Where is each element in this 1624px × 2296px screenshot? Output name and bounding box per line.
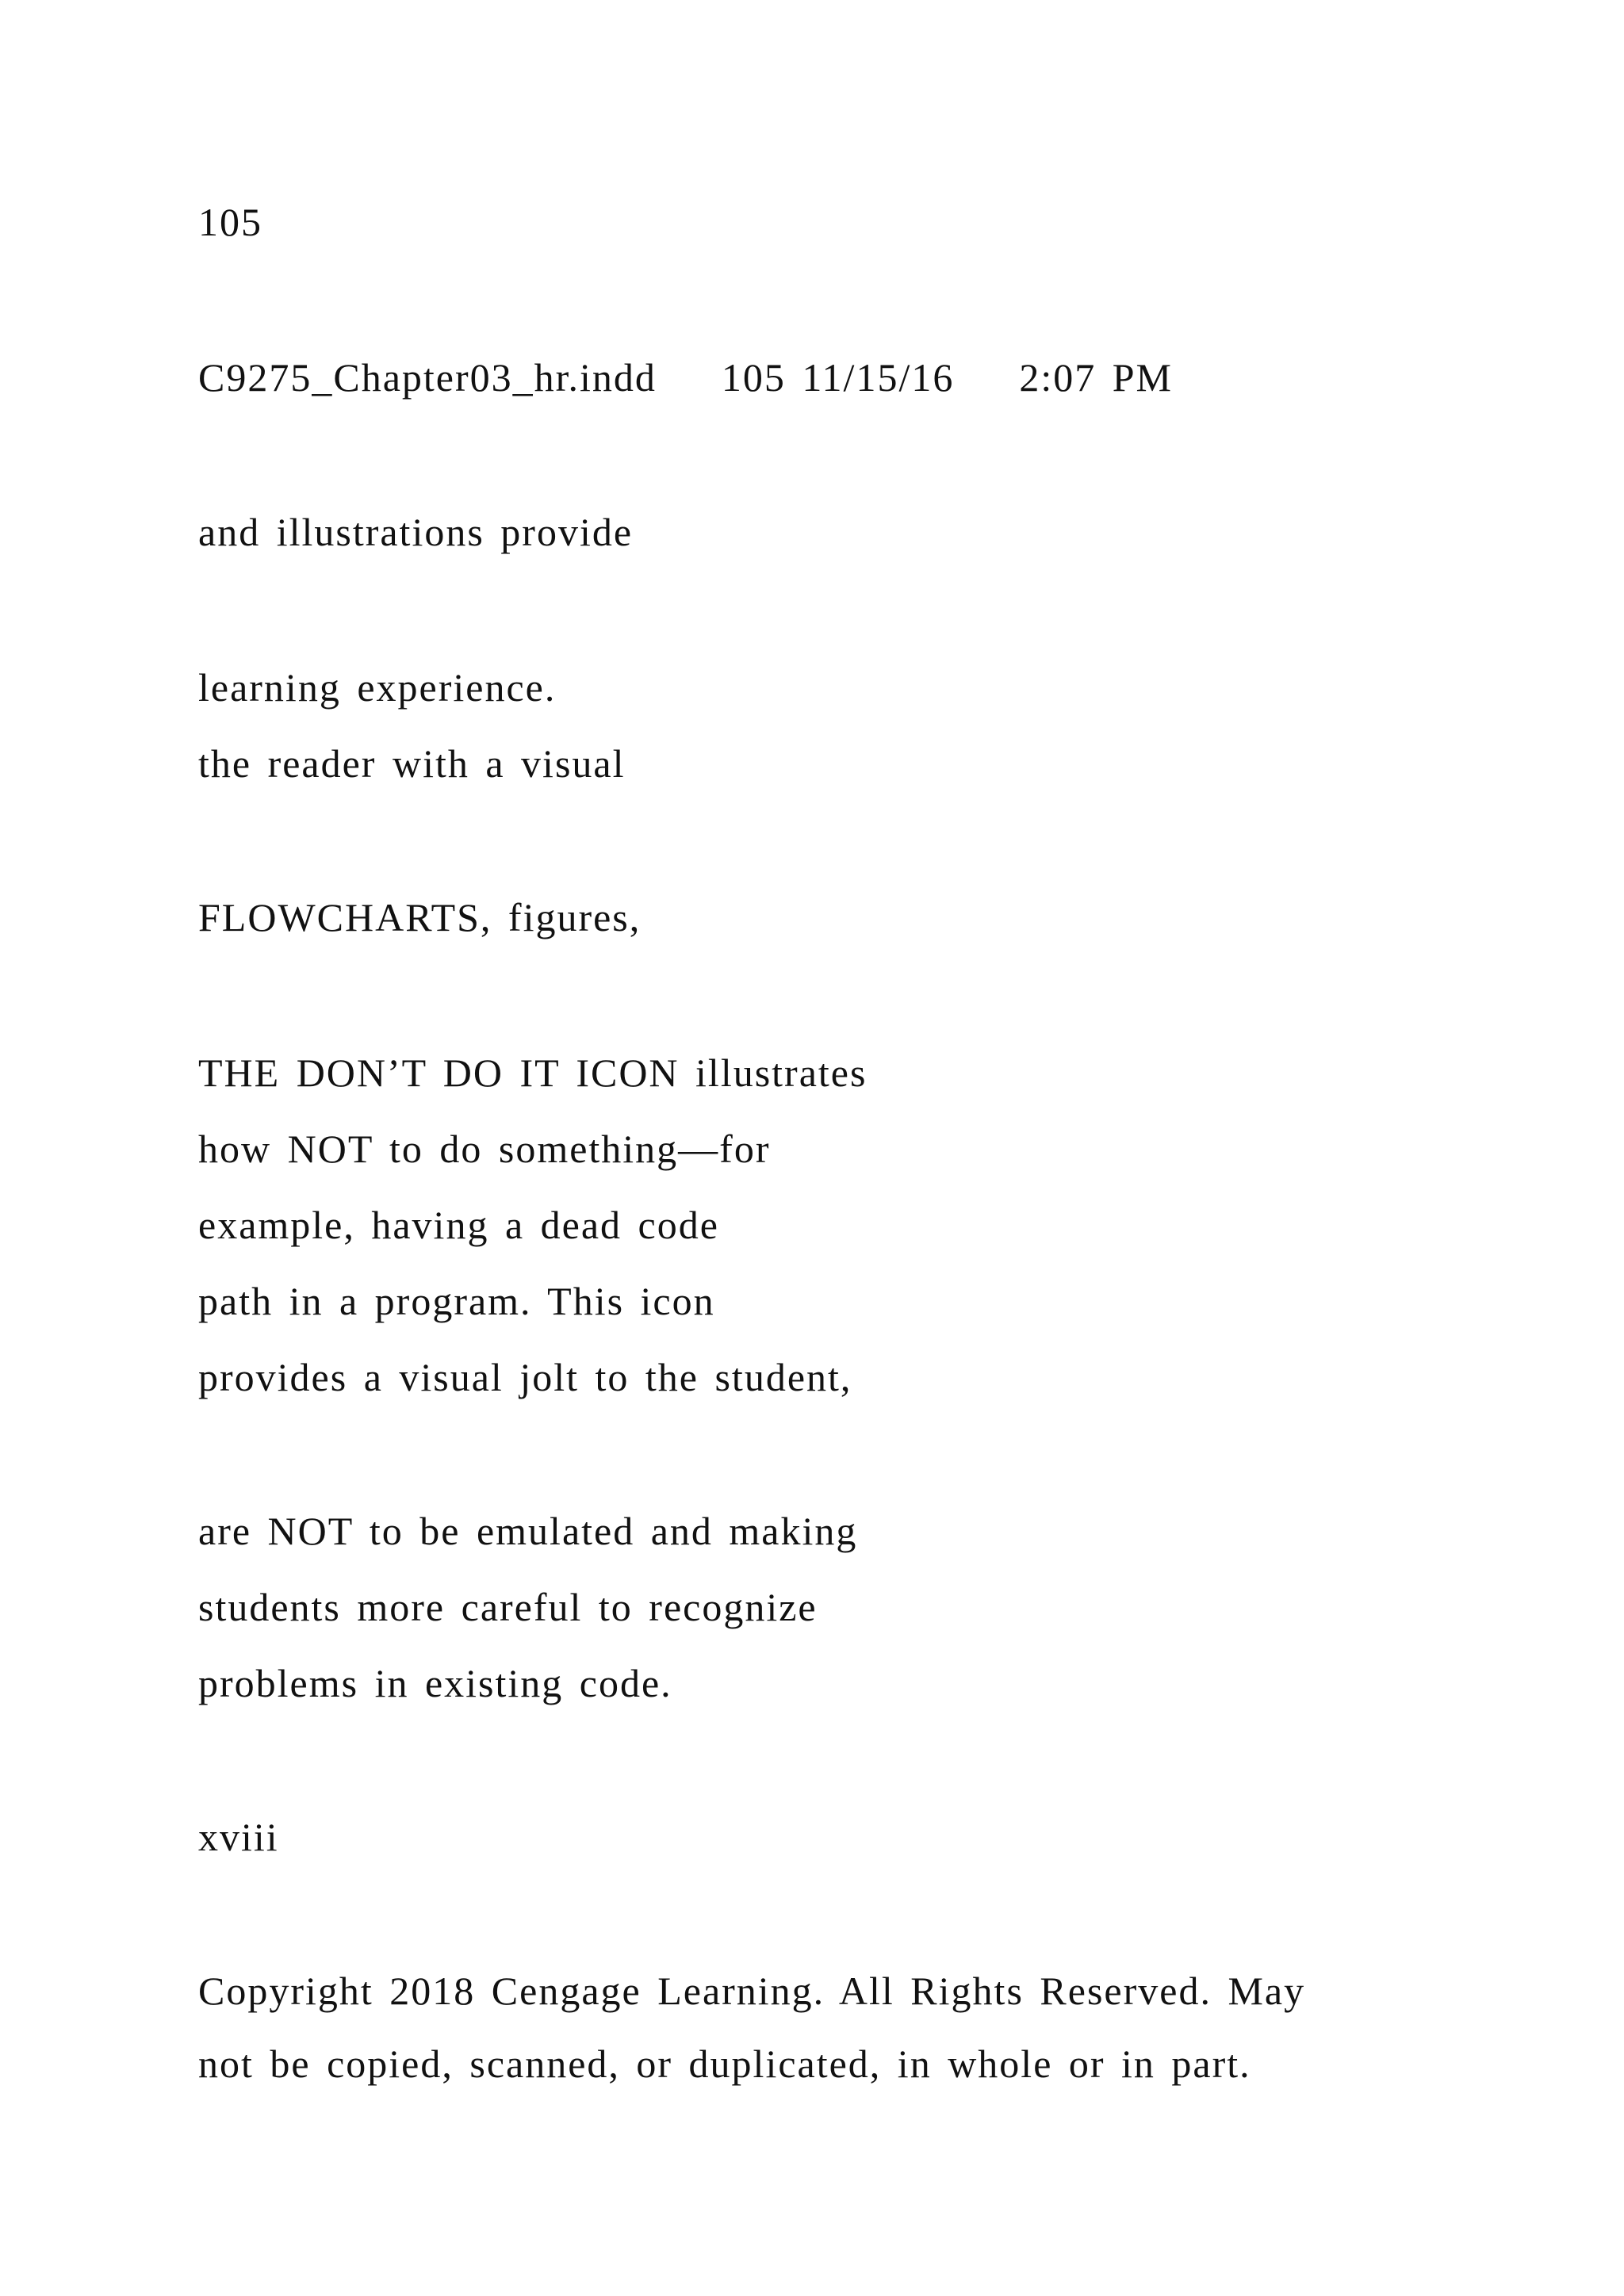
page-number: 105: [198, 200, 262, 244]
body-line: are NOT to be emulated and making: [198, 1509, 858, 1553]
copyright-line: not be copied, scanned, or duplicated, in whole or in part.: [198, 2042, 1251, 2086]
body-line: THE DON’T DO IT ICON illustrates: [198, 1050, 868, 1095]
body-line: provides a visual jolt to the student,: [198, 1355, 852, 1399]
body-line: FLOWCHARTS, figures,: [198, 895, 642, 939]
file-info: C9275_Chapter03_hr.indd 105 11/15/16 2:07 PM: [198, 355, 1173, 400]
body-line: problems in existing code.: [198, 1661, 672, 1705]
body-line: path in a program. This icon: [198, 1279, 715, 1323]
copyright-line: Copyright 2018 Cengage Learning. All Rights Reserved. May: [198, 1969, 1306, 2013]
roman-page-number: xviii: [198, 1815, 279, 1859]
body-line: how NOT to do something—for: [198, 1127, 771, 1171]
body-line: the reader with a visual: [198, 741, 626, 786]
body-line: students more careful to recognize: [198, 1585, 818, 1629]
body-line: and illustrations provide: [198, 510, 634, 554]
body-line: learning experience.: [198, 665, 557, 710]
body-line: example, having a dead code: [198, 1203, 719, 1247]
